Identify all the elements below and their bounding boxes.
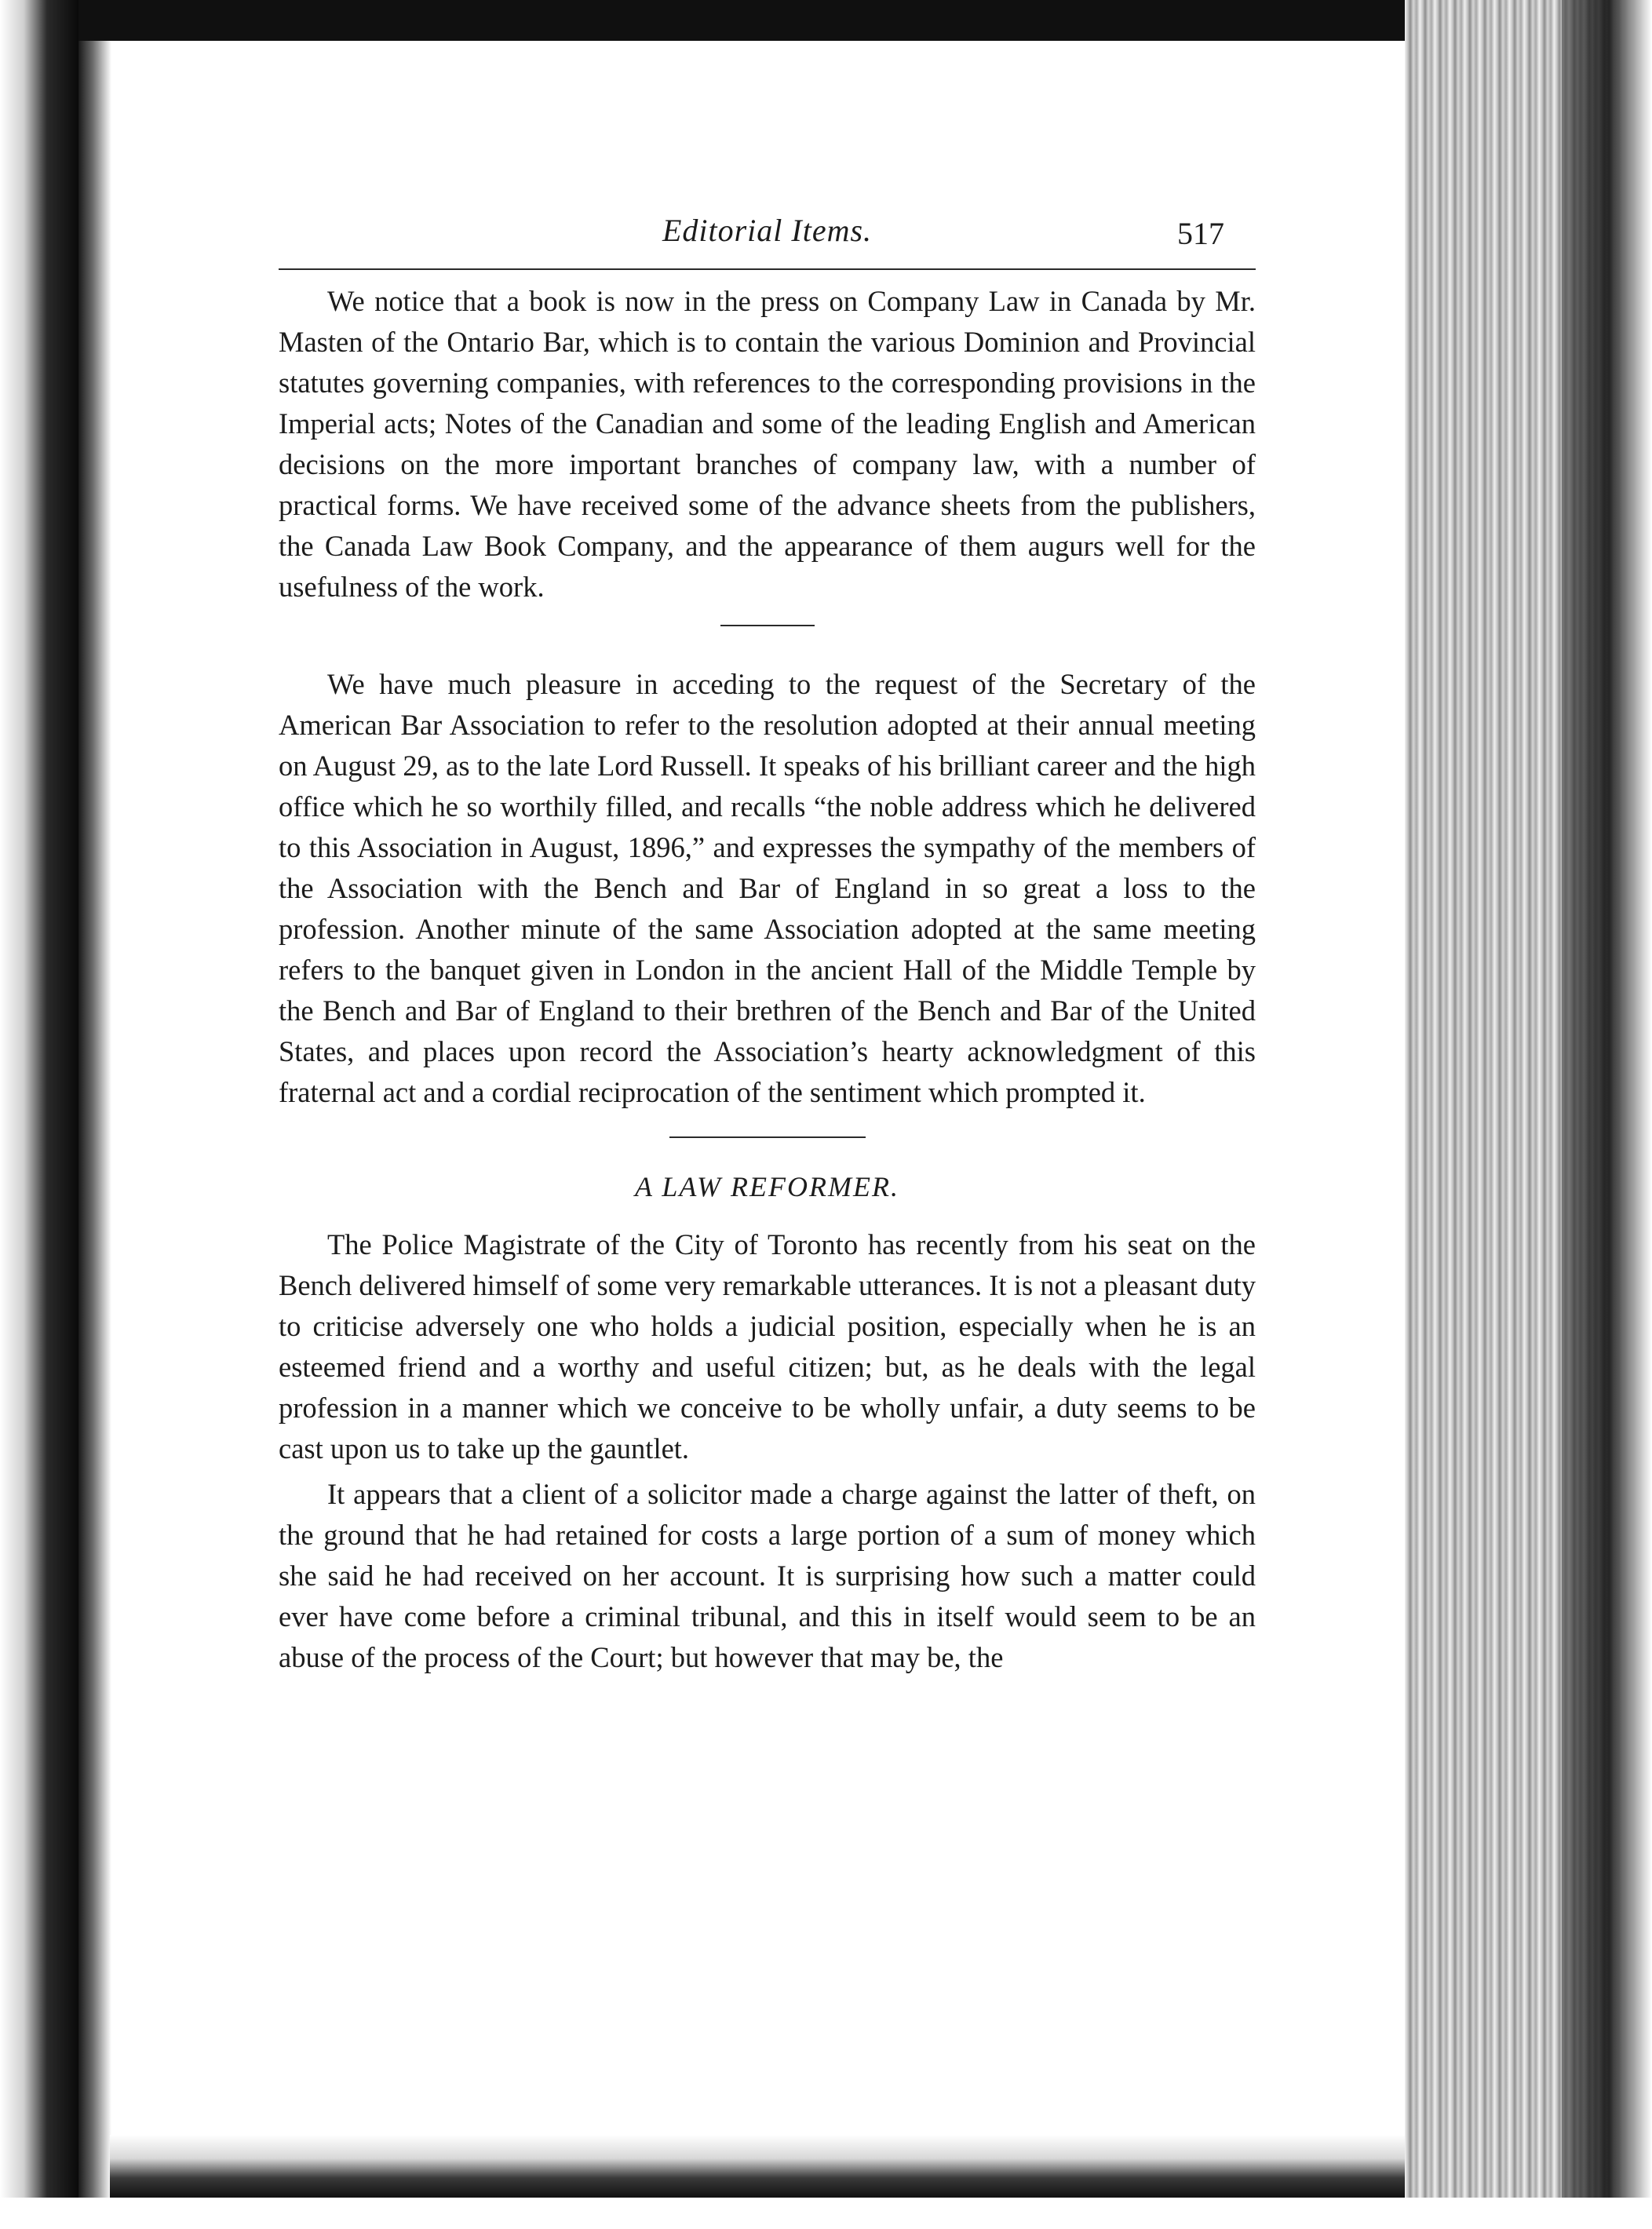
section-divider-long bbox=[669, 1136, 866, 1138]
scan-margin-bottom bbox=[0, 2198, 1652, 2229]
book-page bbox=[279, 212, 1256, 2096]
paragraph-american-bar-association: We have much pleasure in acceding to the request of the Secretary of the American Bar Association to refer to the resolution adopted at their annual meeting on August 29, as to the late Lord Russell. It speaks of his brilliant career and the high office which he so worthily filled, and recalls “the noble address which he delivered to this Association in August, 1896,” and expresses the sympathy of the members of the Association with the Bench and Bar of England in so great a loss to the profession. Another minute of the same Association adopted at the same meeting refers to the banquet given in London in the ancient Hall of the Middle Temple by the Bench and Bar of England to their brethren of the Bench and Bar of the United States, and places upon record the Association’s hearty acknowledgment of this fraternal act and a cordial reciprocation of the sentiment which prompted it. bbox=[279, 668, 1256, 1108]
paragraph-police-magistrate: The Police Magistrate of the City of Toronto has recently from his seat on the Bench delivered himself of some very remarkable utterances. It is not a pleasant duty to criticise adversely one who holds a judicial position, especially when he is an esteemed friend and a worthy and useful citizen; but, as he deals with the legal profession in a manner which we conceive to be wholly unfair, a duty seems to be cast upon us to take up the gauntlet. bbox=[279, 1228, 1256, 1465]
scan-border-left bbox=[0, 0, 78, 2229]
section-heading: A LAW REFORMER. bbox=[635, 1171, 899, 1202]
paragraph-company-law-book: We notice that a book is now in the press on Company Law in Canada by Mr. Masten of the Ontario Bar, which is to contain the various Dominion and Provincial statutes governing companies, with references to the corresponding provisions in the Imperial acts; Notes of the Canadian and some of the leading English and American decisions on the more important branches of company law, with a number of practical forms. We have received some of the advance sheets from the publishers, the Canada Law Book Company, and the appearance of them augurs well for the usefulness of the work. bbox=[279, 285, 1256, 603]
running-title: Editorial Items. bbox=[662, 213, 873, 248]
section-divider-short bbox=[720, 625, 815, 626]
page-header bbox=[279, 212, 1256, 270]
scan-border-bottom bbox=[110, 2135, 1405, 2198]
scan-border-right-edge bbox=[1562, 0, 1652, 2229]
paragraph-solicitor-charge: It appears that a client of a solicitor made a charge against the latter of theft, on the ground that he had retained for costs a large portion of a sum of money which she said he had received on her account. It is surprising how such a matter could ever have come before a criminal tribunal, and this in itself would seem to be an abuse of the process of the Court; but however that may be, the bbox=[279, 1478, 1256, 1673]
scan-border-left-shadow bbox=[78, 41, 111, 2229]
page-number: 517 bbox=[1177, 216, 1224, 251]
scan-border-top bbox=[31, 0, 1581, 41]
